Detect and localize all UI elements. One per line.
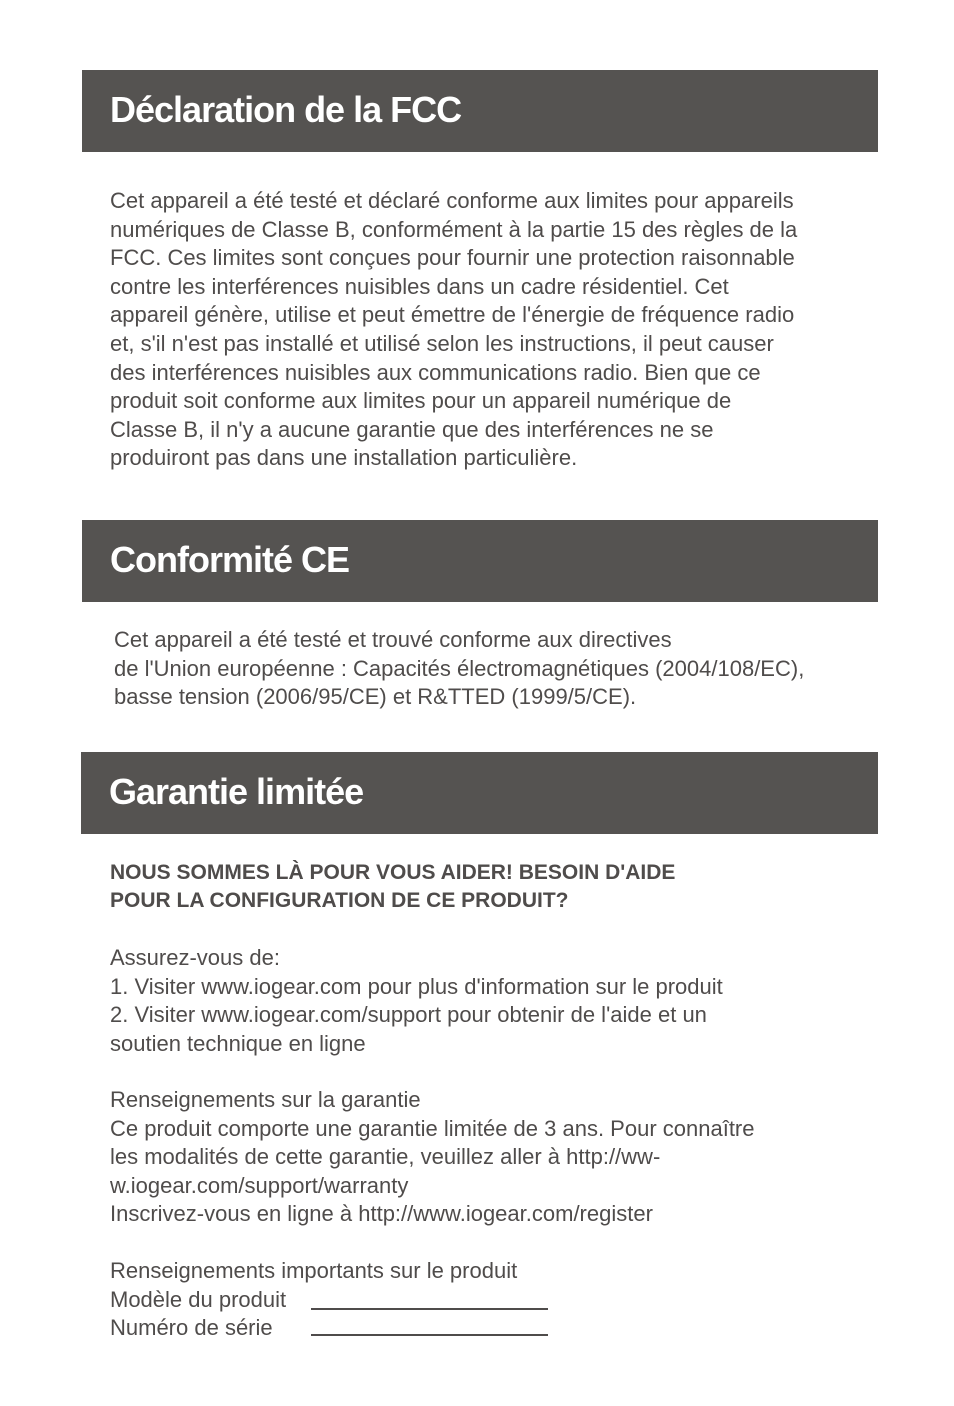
fcc-header-band <box>82 70 878 152</box>
step-2: 2. Visiter www.iogear.com/support pour obtenir de l'aide et un soutien technique en ligne <box>110 1002 707 1056</box>
ce-title: Conformité CE <box>110 539 349 580</box>
step-1: 1. Visiter www.iogear.com pour plus d'information sur le produit <box>110 974 723 999</box>
warranty-header-band <box>81 752 878 834</box>
model-field-line <box>311 1308 548 1310</box>
serial-field-line <box>311 1334 548 1336</box>
fcc-body-text: Cet appareil a été testé et déclaré conforme aux limites pour appareils numériques de Classe B, conformément à la partie 15 des règles de la FCC. Ces limites sont conçues pour fournir une protection raisonnable contre les interférences nuisibles dans un cadre résidentiel. Cet appareil génère, utilise et peut émettre de l'énergie de fréquence radio et, s'il n'est pas installé et utilisé selon les instructions, il peut causer des interférences nuisibles aux communications radio. Bien que ce produit soit conforme aux limites pour un appareil numérique de Classe B, il n'y a aucune garantie que des interférences ne se produiront pas dans une installation particulière. <box>110 188 798 471</box>
ce-header-band <box>82 520 878 602</box>
warranty-title: Garantie limitée <box>109 771 364 812</box>
fcc-title: Déclaration de la FCC <box>110 89 462 130</box>
product-info-heading: Renseignements importants sur le produit <box>110 1258 518 1283</box>
help-heading: NOUS SOMMES LÀ POUR VOUS AIDER! BESOIN D'AIDE POUR LA CONFIGURATION DE CE PRODUIT? <box>110 861 676 912</box>
model-label: Modèle du produit <box>110 1287 287 1312</box>
ce-body-text: Cet appareil a été testé et trouvé conforme aux directives de l'Union européenne : Capacités électromagnétiques (2004/108/EC), basse tension (2006/95/CE) et R&TTED (1999/5/CE). <box>114 627 805 710</box>
serial-label: Numéro de série <box>110 1315 273 1340</box>
steps-intro: Assurez-vous de: <box>110 945 280 970</box>
warranty-info-text: Renseignements sur la garantie Ce produit comporte une garantie limitée de 3 ans. Pour connaître les modalités de cette garantie, veuillez aller à http://ww- w.iogear.com/support/warranty Inscrivez-vous en ligne à http://www.iogear.com/register <box>110 1087 755 1227</box>
